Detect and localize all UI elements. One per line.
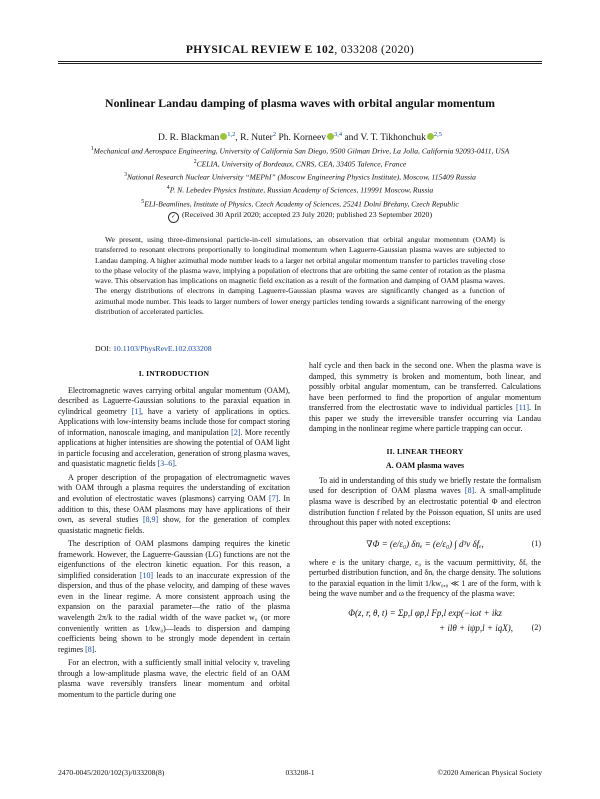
affil-number: 1 <box>90 146 94 152</box>
author-name: R. Nuter <box>240 133 273 144</box>
page-number: 033208-1 <box>285 768 315 777</box>
crossmark-icon[interactable]: ✓ <box>168 212 179 223</box>
author-name: V. T. Tikhonchuk <box>360 133 426 144</box>
equation-body: + ilθ + iψp,l + iqX), <box>439 622 513 633</box>
dates-line <box>40 210 560 223</box>
citation-link[interactable]: [8] <box>464 486 475 496</box>
author-name: Ph. Korneev <box>278 133 326 144</box>
right-column <box>309 361 541 637</box>
affiliation: CELIA, University of Bordeaux, CNRS, CEA, 33405 Talence, France <box>196 159 407 169</box>
author-list: D. R. Blackman $^{1,2}$, R. Nuter$^2$ Ph. Korneev $^{3,4}$ and V. T. Tikhonchuk $^{2,5}$ <box>158 131 442 144</box>
header-rule-top <box>58 61 542 62</box>
affiliation: National Research Nuclear University “MEPhI” (Moscow Engineering Physics Institute), Moscow, 115409 Russia <box>126 172 476 182</box>
journal-volume: 102 <box>315 44 335 56</box>
equation-number: (2) <box>531 622 541 632</box>
header-rule-bottom <box>58 63 542 64</box>
citation-link[interactable]: [1] <box>131 406 141 416</box>
affil-number: 5 <box>141 198 145 205</box>
equation-body: Φ(z, r, θ, t) = Σp,l φp,l Fp,l exp(−iωt + ikz <box>348 607 502 618</box>
section-heading: I. INTRODUCTION <box>138 369 210 378</box>
equation-2 <box>309 603 541 637</box>
citation-link[interactable]: [2] <box>231 427 241 437</box>
affiliations <box>40 144 560 210</box>
journal-name: PHYSICAL REVIEW E <box>185 44 313 56</box>
left-column <box>58 369 290 703</box>
author-affil: 2,5 <box>433 131 442 138</box>
paragraph: The description of OAM plasmons damping requires the kinetic framework. However, the Laguerre-Gaussian (LG) functions are not the eigenfunctions of the electron kinetic equation. For this reason, a simplified consideration [10] leads to an inaccurate expression of the dispersion, and thus of the phase velocity, and damping of these waves even in the linear regime. A more consistent approach using the expansion on the paraxial parameter—the ratio of the plasma wavelength 2π/k to the radial width of the wave packet w₀ (or more conveniently written as 1/kw₀)—leads to dispersion and damping coefficients being shown to be strongly mode dependent in certain regimes [8]. <box>58 539 291 654</box>
citation-link[interactable]: [8] <box>85 644 95 654</box>
citation-link[interactable]: [8,9] <box>142 515 159 525</box>
affiliation: ELI-Beamlines, Institute of Physics, Czech Academy of Sciences, 25241 Dolní Břežany, Czech Republic <box>144 199 459 209</box>
paragraph: A proper description of the propagation of electromagnetic waves with OAM through a plasma requires the understanding of excitation and evolution of electrostatic waves (plasmons) carrying OAM [7]. In addition to this, these OAM plasmons may have applications of their own, as several studies [8,9] show, for the generation of complex quasistatic magnetic fields. <box>58 472 290 535</box>
footer-issn: 2470-0045/2020/102(3)/033208(8) <box>58 768 165 777</box>
abstract: We present, using three-dimensional particle-in-cell simulations, an observation that orbital angular momentum (OAM) is transferred to resonant electrons proportionally to longitudinal momentum when Laguerre-Gaussian plasma waves are subjected to Landau damping. A higher azimuthal mode number leads to a larger net orbital angular momentum transfer to particles traveling close to the phase velocity of the plasma wave, implying a population of electrons that are orbiting the same center of rotation as the plasma wave. This observation has implications on magnetic field excitation as a result of the formation and damping of OAM plasma waves. The energy distributions of electrons in damping Laguerre-Gaussian plasma waves are significantly changed as a function of azimuthal mode number. This leads to larger numbers of lower energy particles tending towards a significant narrowing of the energy distribution of accelerated particles. <box>95 235 505 317</box>
paragraph: To aid in understanding of this study we briefly restate the formalism used for description of OAM plasma waves [8]. A small-amplitude plasma wave is described by an electrostatic potential Φ and electron distribution function f related by the Poisson equation, SI units are used throughout this paper with noted exceptions: <box>309 475 542 528</box>
article-number: , 033208 (2020) <box>334 44 415 56</box>
author-name: D. R. Blackman <box>158 133 220 144</box>
citation-link[interactable]: [7] <box>269 494 279 504</box>
orcid-icon[interactable] <box>327 133 334 140</box>
received-dates: (Received 30 April 2020; accepted 23 July 2020; published 23 September 2020) <box>181 210 433 219</box>
affiliation: P. N. Lebedev Physics Institute, Russian Academy of Sciences, 119991 Moscow, Russia <box>169 185 434 195</box>
paragraph: Electromagnetic waves carrying orbital angular momentum (OAM), described as Laguerre-Gaussian solutions to the paraxial equation in cylindrical geometry [1], have a variety of applications in optics. Applications with low-intensity beams include those for compact storing of information, nanoscale imaging, and manipulation [2]. More recently applications at higher intensities are showing the potential of OAM light in particle focusing and acceleration, generation of strong plasma waves, and quasistatic magnetic fields [3–6]. <box>58 385 290 469</box>
paragraph: where e is the unitary charge, ε₀ is the vacuum permittivity, δfₑ the perturbed distribution function, and δnₑ the charge density. The solutions to the paraxial equation in the limit 1/kw₀,₀ ≪ 1 are of the form, with k being the wave number and ω the frequency of the plasma wave: <box>309 557 541 599</box>
doi-line <box>95 344 212 353</box>
affil-number: 3 <box>124 172 127 179</box>
citation-link[interactable]: [11] <box>516 403 529 413</box>
section-heading: II. LINEAR THEORY <box>386 446 464 456</box>
author-affil: 2 <box>272 131 277 138</box>
paragraph: For an electron, with a sufficiently small initial velocity v, traveling through a low-amplitude plasma wave, the electric field of an OAM plasma wave reversibly transfers linear momentum and orbital momentum to the particle during one <box>58 658 290 699</box>
subsection-heading: A. OAM plasma waves <box>385 461 465 471</box>
copyright: ©2020 American Physical Society <box>437 768 542 777</box>
orcid-icon[interactable] <box>427 133 434 140</box>
doi-label: DOI: <box>95 344 112 353</box>
paper-title: Nonlinear Landau damping of plasma waves with orbital angular momentum <box>105 96 495 110</box>
affil-number: 4 <box>166 185 170 192</box>
author-affil: 3,4 <box>333 131 343 138</box>
equation-1 <box>309 532 541 558</box>
affiliation: Mechanical and Aerospace Engineering, University of California San Diego, 9500 Gilman Drive, La Jolla, California 92093-0411, USA <box>93 146 510 156</box>
affil-number: 2 <box>193 159 197 166</box>
citation-link[interactable]: [3–6] <box>157 459 175 469</box>
paragraph: half cycle and then back in the second one. When the plasma wave is damped, this symmetry is broken and momentum, both linear, and possibly orbital angular momentum, can be transferred. Calculations have been performed to find the proportion of angular momentum transferred from the electrostatic wave to individual particles [11]. In this paper we study the irreversible transfer occurring via Landau damping in the nonlinear regime where particle trapping can occur. <box>309 361 541 434</box>
equation-body: ∇Φ = (e/ε₀) δnₑ = (e/ε₀) ∫ d³v δfₑ, <box>366 538 484 549</box>
citation-link[interactable]: [10] <box>139 570 154 580</box>
running-header <box>0 44 600 56</box>
author-affil: 1,2 <box>227 131 236 138</box>
equation-number: (1) <box>531 538 541 548</box>
doi-link[interactable]: 10.1103/PhysRevE.102.033208 <box>112 344 212 353</box>
